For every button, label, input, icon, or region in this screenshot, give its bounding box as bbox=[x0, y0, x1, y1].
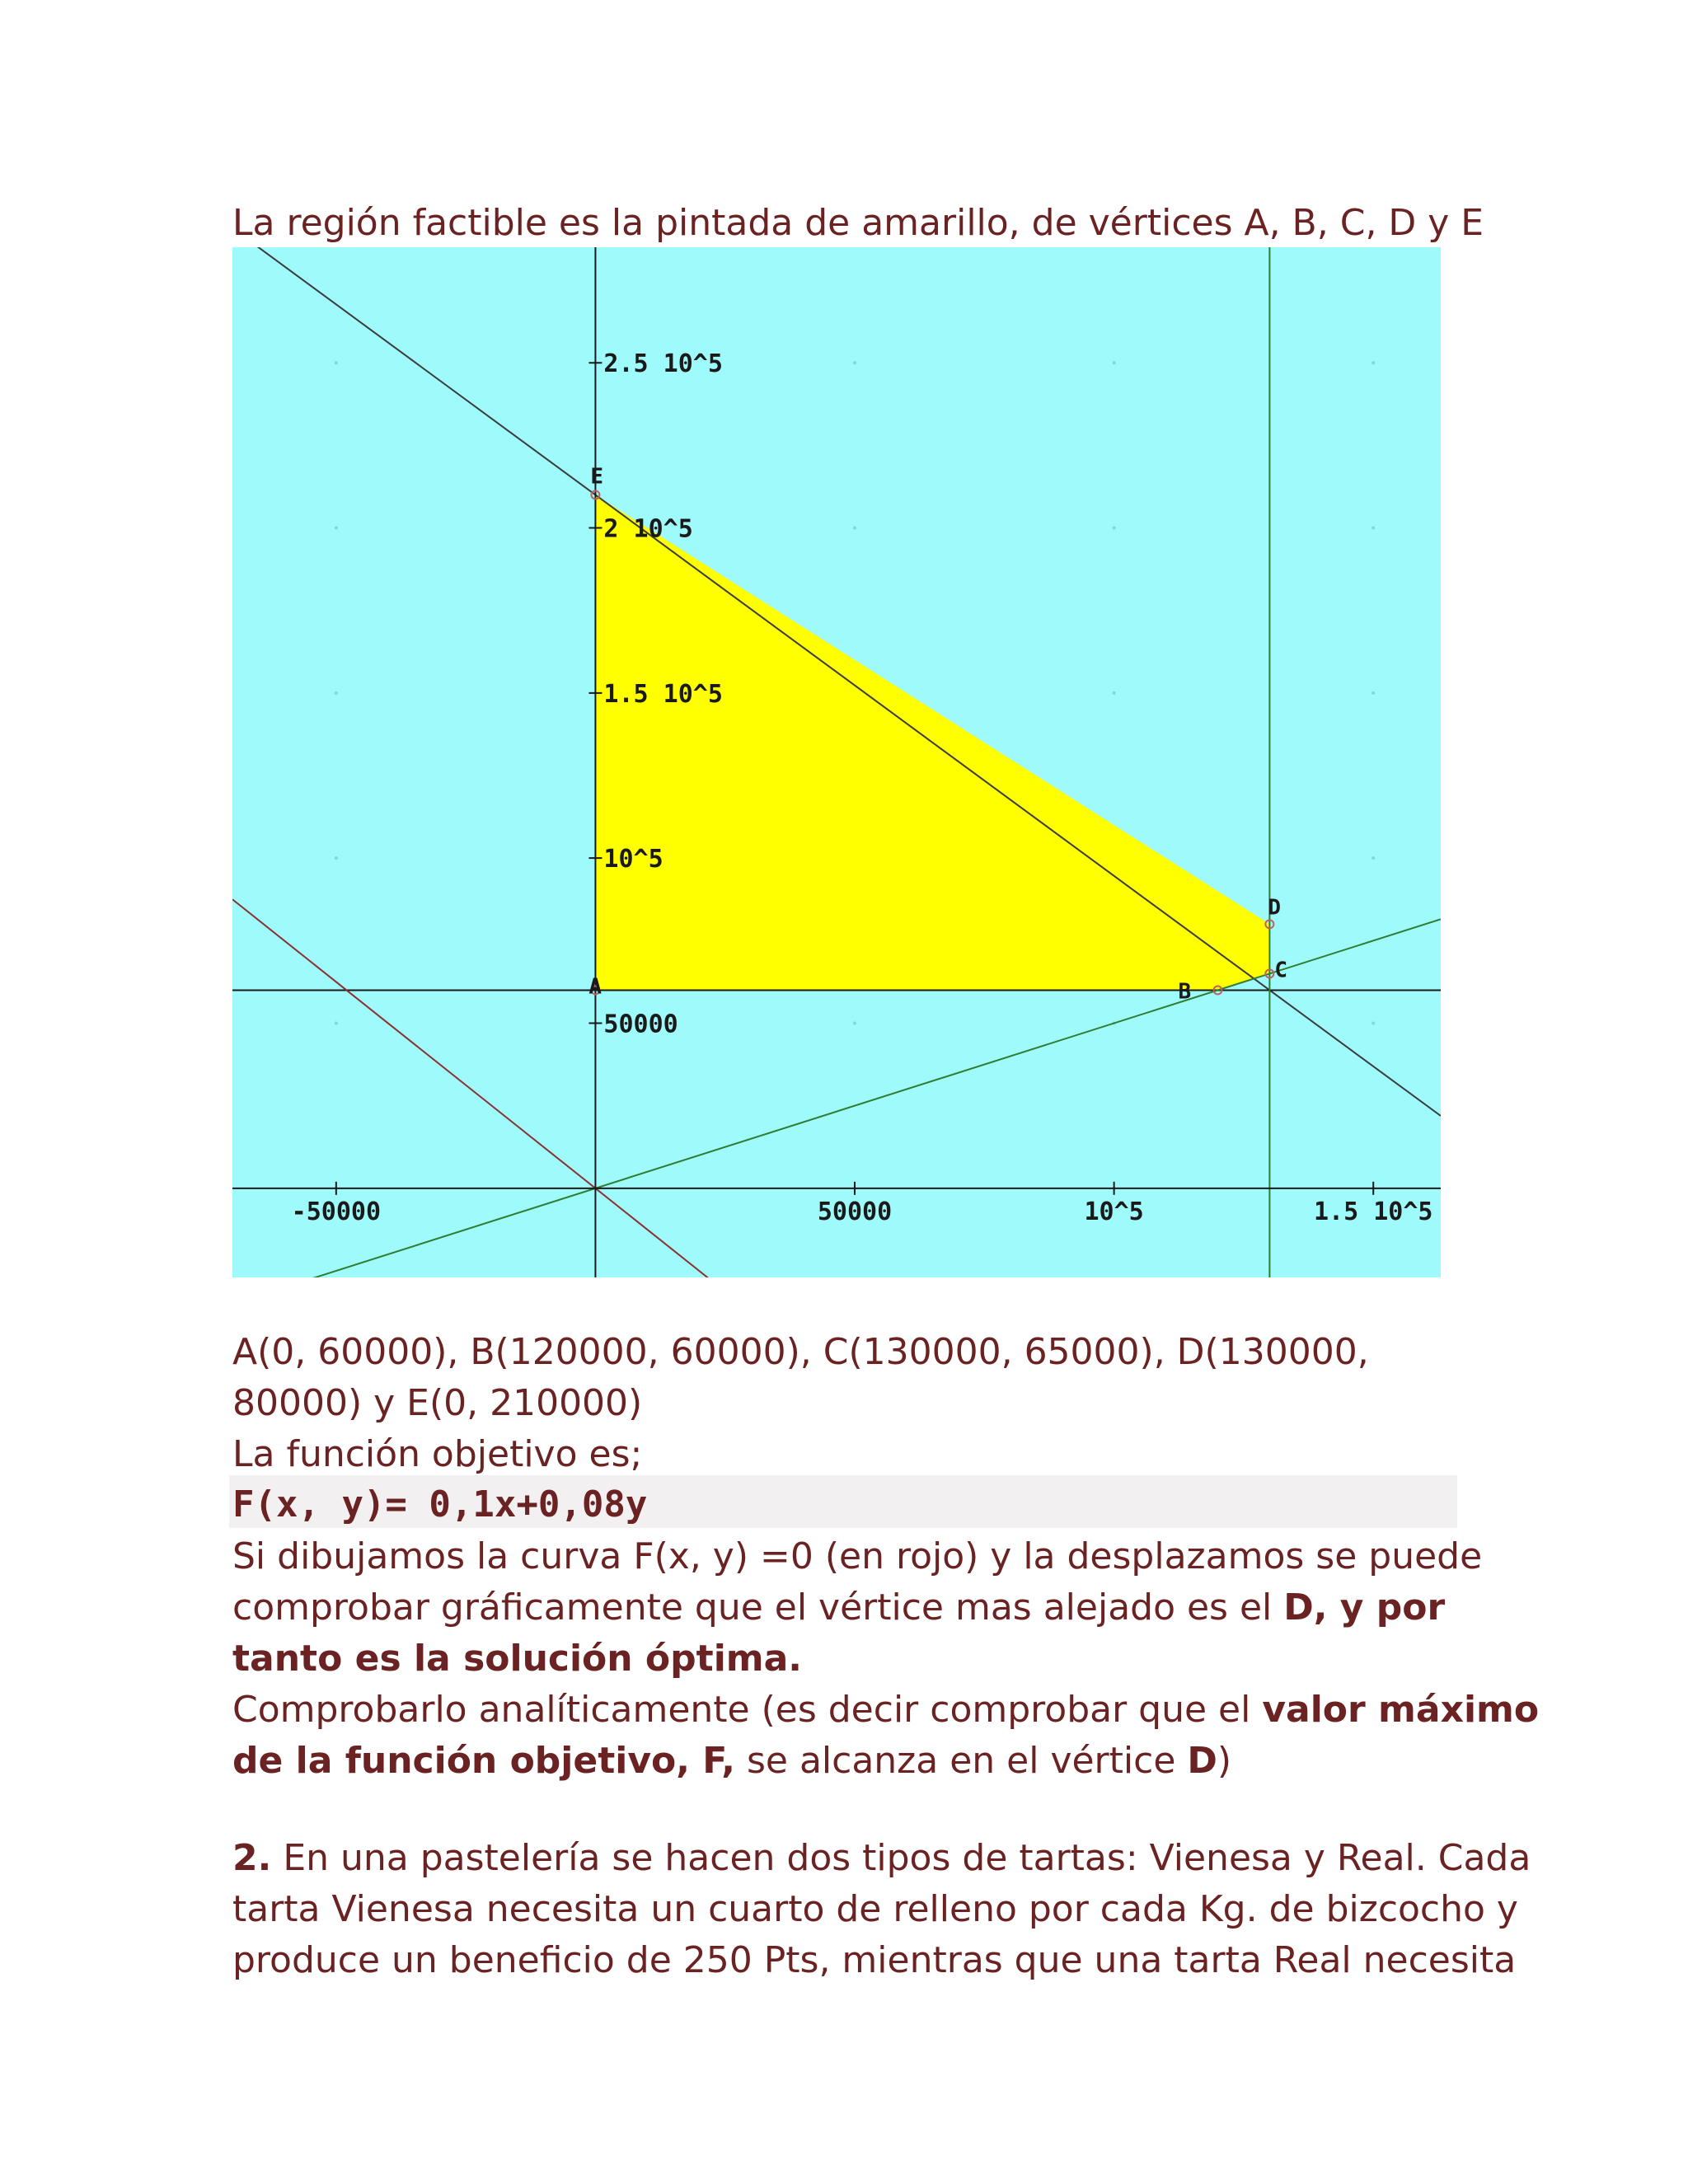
problem-number: 2. bbox=[232, 1837, 272, 1879]
vertex-label-b: B bbox=[1178, 979, 1192, 1005]
y-tick-label: 1.5 10^5 bbox=[603, 679, 723, 709]
grid-dot bbox=[335, 1022, 338, 1025]
vertex-label-c: C bbox=[1274, 958, 1288, 983]
y-tick-label: 50000 bbox=[603, 1010, 678, 1039]
problem-line-2: tarta Vienesa necesita un cuarto de relleno por cada Kg. de bizcocho y bbox=[232, 1888, 1518, 1930]
vertex-label-a: A bbox=[588, 974, 603, 1000]
vertices-line-1: A(0, 60000), B(120000, 60000), C(130000, 65000), D(130000, bbox=[232, 1331, 1369, 1373]
objective-intro: La función objetivo es; bbox=[232, 1433, 643, 1475]
y-tick-label: 2.5 10^5 bbox=[603, 349, 723, 379]
para2-line-1-text: Comprobarlo analíticamente (es decir comprobar que el bbox=[232, 1689, 1263, 1731]
grid-dot bbox=[853, 1022, 856, 1025]
grid-dot bbox=[853, 527, 856, 530]
vertices-line-2: 80000) y E(0, 210000) bbox=[232, 1382, 643, 1424]
para2-bold-objective: de la función objetivo, F, bbox=[232, 1740, 735, 1782]
grid-dot bbox=[1113, 691, 1116, 695]
grid-dot bbox=[335, 856, 338, 860]
y-tick-label: 10^5 bbox=[603, 845, 663, 874]
problem-line-1-text: En una pastelería se hacen dos tipos de tartas: Vienesa y Real. Cada bbox=[271, 1837, 1531, 1879]
grid-dot bbox=[1113, 527, 1116, 530]
x-tick-label: -50000 bbox=[291, 1197, 382, 1226]
grid-dot bbox=[1372, 856, 1375, 860]
plot-svg bbox=[232, 247, 1441, 1277]
objective-formula: F(x, y)= 0,1x+0,08y bbox=[232, 1483, 648, 1526]
grid-dot bbox=[1372, 527, 1375, 530]
para2-bold-d: D bbox=[1187, 1740, 1217, 1782]
para1-line-3: tanto es la solución óptima. bbox=[232, 1638, 803, 1680]
intro-text: La región factible es la pintada de amarillo, de vértices A, B, C, D y E bbox=[232, 202, 1484, 244]
para2-line-1 bbox=[232, 1685, 1539, 1736]
grid-dot bbox=[1113, 361, 1116, 364]
vertex-label-e: E bbox=[590, 464, 604, 490]
problem-line-3: produce un beneficio de 250 Pts, mientras que una tarta Real necesita bbox=[232, 1939, 1517, 1981]
grid-dot bbox=[335, 527, 338, 530]
para2-line-2-text: se alcanza en el vértice bbox=[734, 1740, 1188, 1782]
y-tick-label: 2 10^5 bbox=[603, 514, 693, 544]
para1-line-2-text: comprobar gráficamente que el vértice mas alejado es el bbox=[232, 1586, 1284, 1629]
grid-dot bbox=[335, 691, 338, 695]
grid-dot bbox=[335, 361, 338, 364]
x-tick-label: 1.5 10^5 bbox=[1313, 1197, 1433, 1226]
para2-close-paren: ) bbox=[1217, 1740, 1232, 1782]
grid-dot bbox=[1372, 1022, 1375, 1025]
grid-dot bbox=[1372, 361, 1375, 364]
para2-bold-max: valor máximo bbox=[1262, 1689, 1540, 1731]
x-tick-label: 10^5 bbox=[1084, 1197, 1144, 1226]
feasible-region-plot bbox=[232, 247, 1441, 1277]
grid-dot bbox=[1372, 691, 1375, 695]
para1-line-1: Si dibujamos la curva F(x, y) =0 (en rojo) y la desplazamos se puede bbox=[232, 1535, 1483, 1577]
para2-line-2 bbox=[232, 1736, 1231, 1787]
grid-dot bbox=[853, 361, 856, 364]
vertex-label-d: D bbox=[1268, 895, 1282, 921]
para1-line-2 bbox=[232, 1582, 1445, 1633]
problem-line-1 bbox=[232, 1833, 1531, 1884]
x-tick-label: 50000 bbox=[817, 1197, 893, 1226]
para1-bold-d: D, y por bbox=[1283, 1586, 1446, 1629]
